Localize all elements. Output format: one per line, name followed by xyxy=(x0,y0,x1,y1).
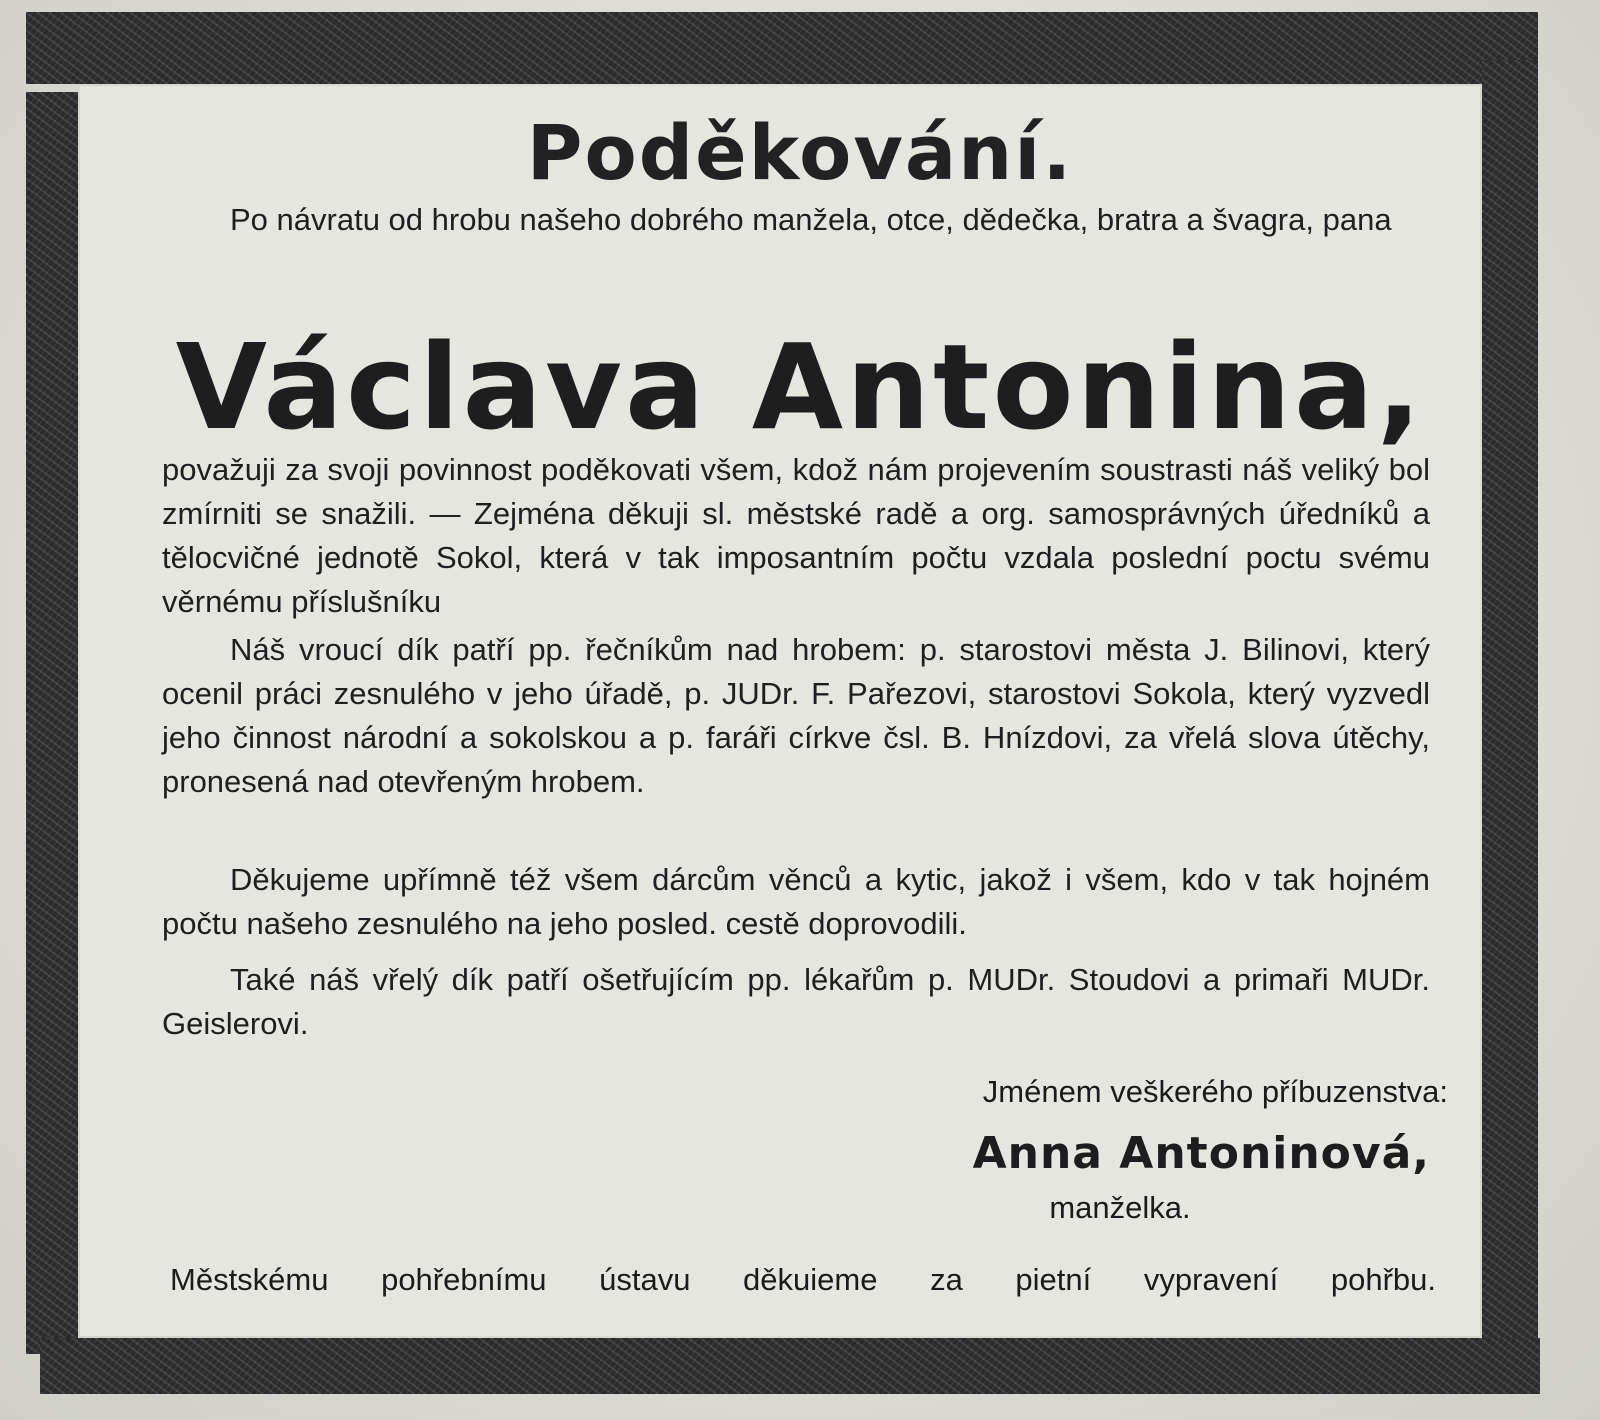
paragraph-doctors: Také náš vřelý dík patří ošetřujícím pp. lékařům p. MUDr. Stoudovi a primaři MUDr. Geislerovi. xyxy=(162,962,1430,1041)
paragraph-donors: Děkujeme upřímně též všem dárcům věnců a kytic, jakož i všem, kdo v tak hojném počtu našeho zesnulého na jeho posled. cestě doprovodili. xyxy=(162,862,1430,941)
notice-title: Poděkování. xyxy=(526,108,1074,197)
mourning-border-left xyxy=(26,92,78,1354)
intro-paragraph: Po návratu od hrobu našeho dobrého manžela, otce, dědečka, bratra a švagra, pana xyxy=(230,202,1392,237)
paragraph-speakers: Náš vroucí dík patří pp. řečníkům nad hrobem: p. starostovi města J. Bilinovi, který ocenil práci zesnulého v jeho úřadě, p. JUDr. F. Pařezovi, starostovi Sokola, který vyzvedl jeho činnost národní a sokolskou a p. faráři církve čsl. B. Hnízdovi, za vřelá slova útěchy, pronesená nad otevřeným hrobem. xyxy=(162,632,1430,799)
mourning-border-right xyxy=(1482,60,1538,1360)
paragraph-thanks: považuji za svoji povinnost poděkovati všem, kdož nám projevením soustrasti náš veliký bol zmírniti se snažili. — Zejména děkuji sl. městské radě a org. samosprávných úředníků a tělocvičné jednotě Sokol, která v tak imposantním počtu vzdala poslední poctu svému věrnému příslušníku xyxy=(162,452,1430,619)
mourning-border-top xyxy=(26,12,1538,84)
mourning-border-bottom xyxy=(40,1338,1540,1394)
signature-role: manželka. xyxy=(1049,1190,1191,1225)
signature-name: Anna Antoninová, xyxy=(972,1128,1430,1179)
footer-note: Městskému pohřebnímu ústavu děkuieme za pietní vypravení pohřbu. xyxy=(170,1262,1436,1297)
signature-lead: Jménem veškerého příbuzenstva: xyxy=(982,1074,1448,1109)
deceased-name: Václava Antonina, xyxy=(175,318,1425,456)
